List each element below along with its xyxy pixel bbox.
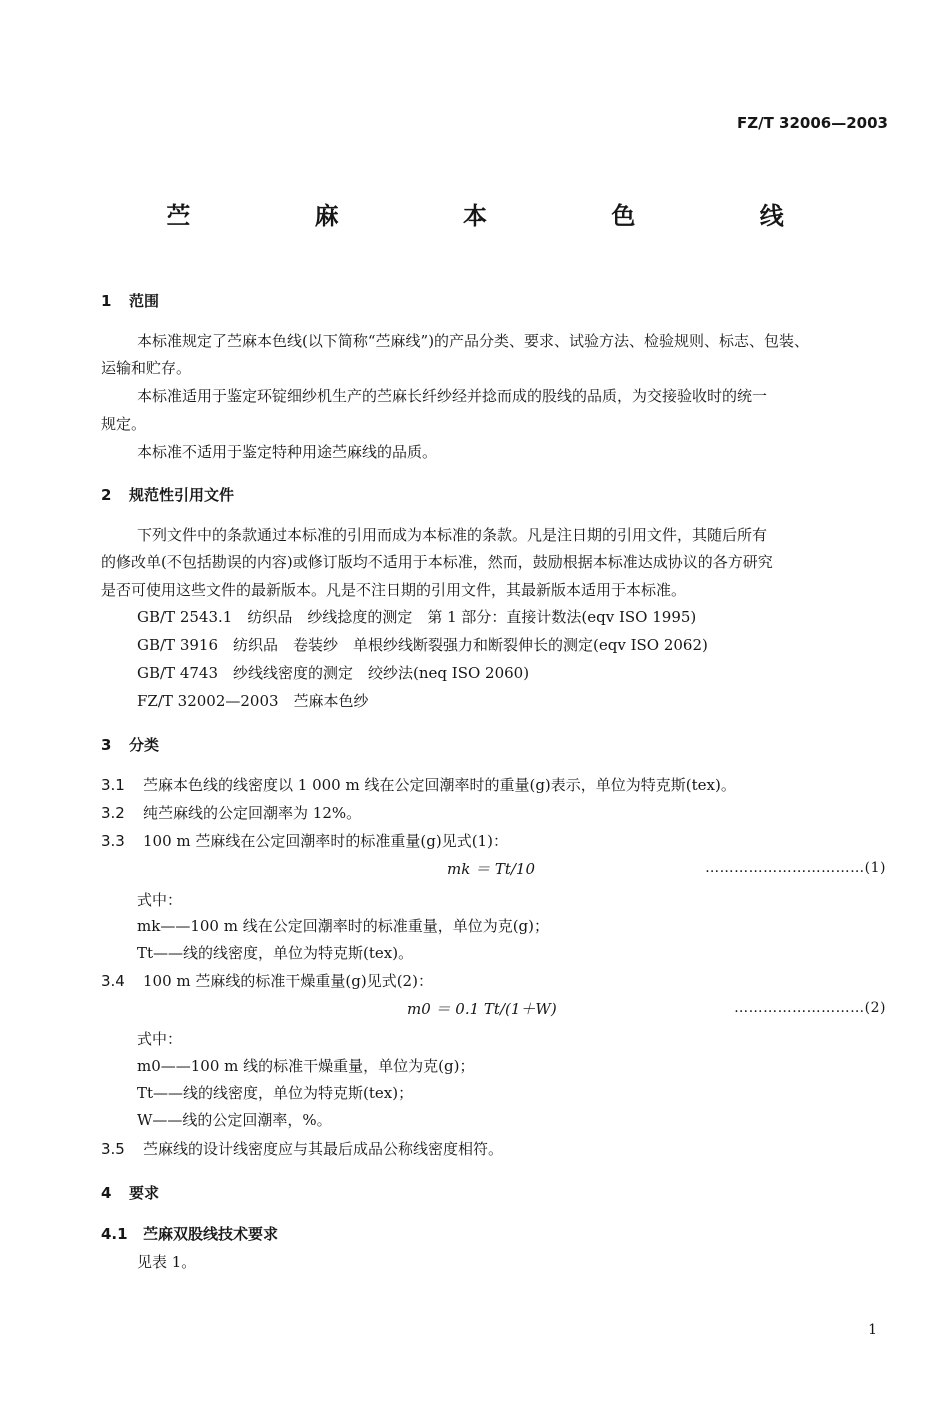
section-3-heading	[101, 734, 159, 755]
paragraph-line: 的修改单(不包括勘误的内容)或修订版均不适用于本标准，然而，鼓励根据本标准达成协议的各方研究	[101, 553, 773, 571]
clause-3-3	[101, 830, 508, 851]
equation-number-1: ……………………………(1)	[705, 860, 886, 876]
normative-reference: GB/T 2543.1 纺织品 纱线捻度的测定 第 1 部分：直接计数法(eqv ISO 1995)	[137, 608, 697, 626]
section-title: 分类	[129, 736, 160, 754]
paragraph-line: 下列文件中的条款通过本标准的引用而成为本标准的条款。凡是注日期的引用文件，其随后所有	[137, 526, 768, 544]
clause-3-1	[101, 774, 736, 795]
paragraph-line: 本标准不适用于鉴定特种用途苎麻线的品质。	[137, 443, 438, 461]
section-number: 3	[101, 736, 112, 754]
clause-text: 苎麻线的设计线密度应与其最后成品公称线密度相符。	[143, 1140, 504, 1158]
section-title: 范围	[129, 292, 160, 310]
section-2-heading	[101, 484, 234, 505]
clause-text: 纯苎麻线的公定回潮率为 12%。	[143, 804, 362, 822]
symbol-definition: m0——100 m 线的标准干燥重量，单位为克(g)；	[137, 1057, 475, 1075]
normative-reference: GB/T 4743 纱线线密度的测定 绞纱法(neq ISO 2060)	[137, 664, 530, 682]
clause-3-2	[101, 802, 361, 823]
paragraph-line: 本标准规定了苎麻本色线(以下简称“苎麻线”)的产品分类、要求、试验方法、检验规则、标志、包装、	[137, 332, 810, 350]
section-number: 1	[101, 292, 112, 310]
section-number: 2	[101, 486, 112, 504]
normative-reference: FZ/T 32002—2003 苎麻本色纱	[137, 692, 369, 710]
clause-text: 100 m 苎麻线的标准干燥重量(g)见式(2)：	[143, 972, 433, 990]
symbol-definition: Tt——线的线密度，单位为特克斯(tex)；	[137, 1084, 414, 1102]
document-title: 苎 麻 本 色 线	[166, 202, 842, 230]
section-4-heading	[101, 1182, 159, 1203]
symbol-definition: W——线的公定回潮率，%。	[137, 1111, 332, 1129]
normative-reference: GB/T 3916 纺织品 卷装纱 单根纱线断裂强力和断裂伸长的测定(eqv ISO 2062)	[137, 636, 708, 654]
clause-number: 3.1	[101, 776, 125, 794]
symbol-definition: Tt——线的线密度，单位为特克斯(tex)。	[137, 944, 414, 962]
symbol-definition: mk——100 m 线在公定回潮率时的标准重量，单位为克(g)；	[137, 917, 550, 935]
clause-4-1-heading	[101, 1223, 278, 1244]
section-title: 规范性引用文件	[129, 486, 235, 504]
paragraph-line: 运输和贮存。	[101, 359, 192, 377]
section-1-heading	[101, 290, 159, 311]
paragraph-line: 是否可使用这些文件的最新版本。凡是不注日期的引用文件，其最新版本适用于本标准。	[101, 581, 687, 599]
clause-number: 3.4	[101, 972, 125, 990]
formula-1: mk ＝ Tt/10	[447, 860, 536, 878]
section-title: 要求	[129, 1184, 160, 1202]
formula-2: m0 ＝ 0.1 Tt/(1＋W)	[407, 1000, 557, 1018]
clause-3-4	[101, 970, 433, 991]
see-table-reference: 见表 1。	[137, 1253, 197, 1271]
section-number: 4	[101, 1184, 112, 1202]
clause-text: 苎麻本色线的线密度以 1 000 m 线在公定回潮率时的重量(g)表示，单位为特克斯(tex)。	[143, 776, 736, 794]
equation-number-2: ………………………(2)	[734, 1000, 886, 1016]
where-label: 式中：	[137, 1030, 183, 1048]
clause-text: 100 m 苎麻线在公定回潮率时的标准重量(g)见式(1)：	[143, 832, 508, 850]
clause-number: 4.1	[101, 1225, 128, 1243]
clause-title: 苎麻双股线技术要求	[143, 1225, 279, 1243]
clause-number: 3.2	[101, 804, 125, 822]
paragraph-line: 规定。	[101, 415, 147, 433]
clause-3-5	[101, 1138, 503, 1159]
clause-number: 3.3	[101, 832, 125, 850]
clause-number: 3.5	[101, 1140, 125, 1158]
standard-number: FZ/T 32006—2003	[737, 114, 888, 132]
where-label: 式中：	[137, 891, 183, 909]
page-number: 1	[868, 1322, 877, 1338]
paragraph-line: 本标准适用于鉴定环锭细纱机生产的苎麻长纤纱经并捻而成的股线的品质，为交接验收时的统一	[137, 387, 768, 405]
